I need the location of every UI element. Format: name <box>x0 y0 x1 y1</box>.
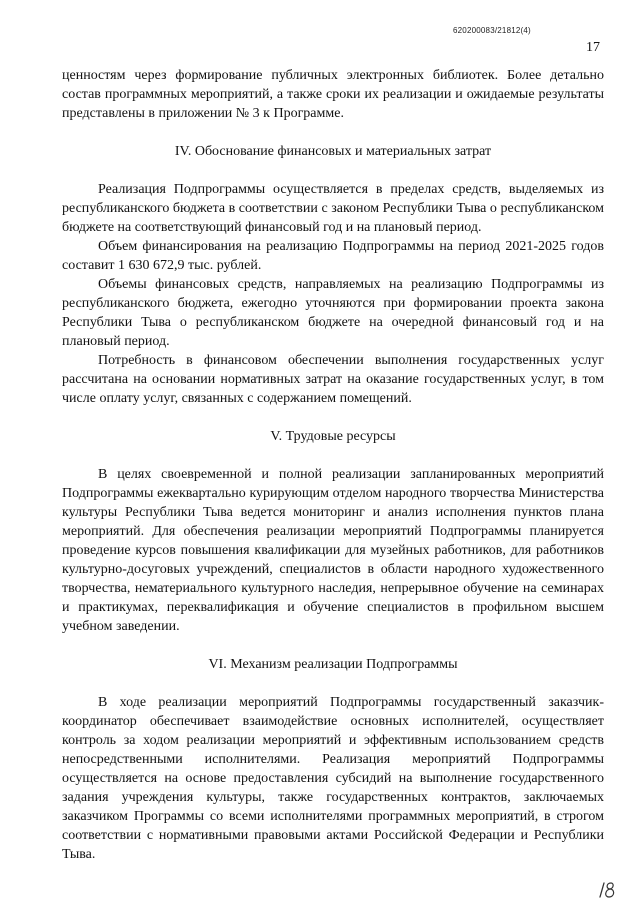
handwritten-page-mark <box>597 880 619 900</box>
section-4-paragraph: Объем финансирования на реализацию Подпрограммы на период 2021-2025 годов составит 1 630 672,9 тыс. рублей. <box>62 239 604 273</box>
section-4-paragraph: Реализация Подпрограммы осуществляется в пределах средств, выделяемых из республиканского бюджета в соответствии с законом Республики Тыва о республиканском бюджете на соответствующий финансовый год и на плановый период. <box>62 182 604 235</box>
intro-paragraph: ценностям через формирование публичных электронных библиотек. Более детально состав программных мероприятий, а также сроки их реализации и ожидаемые результаты представлены в приложении № 3 к Программе. <box>62 68 604 121</box>
page-number: 17 <box>586 40 600 55</box>
section-5-paragraph: В целях своевременной и полной реализации запланированных мероприятий Подпрограммы ежеквартально курирующим отделом народного творчества Министерства культуры Республики Тыва ведется мониторинг и анализ исполнения пунктов плана мероприятий. Для обеспечения реализации мероприятий Подпрограммы планируется проведение курсов повышения квалификации для музейных работников, для работников культурно-досуговых учреждений, специалистов в области народного художественного творчества, нематериального культурного наследия, непрерывное обучение на семинарах и практикумах, переквалификация и обучение специалистов в профильном высшем учебном заведении. <box>62 467 604 634</box>
section-6-heading: VI. Механизм реализации Подпрограммы <box>208 657 458 672</box>
document-code: 620200083/21812(4) <box>453 26 531 35</box>
section-5-heading: V. Трудовые ресурсы <box>270 429 396 444</box>
section-4-heading: IV. Обоснование финансовых и материальных затрат <box>174 144 492 159</box>
section-4-paragraph: Объемы финансовых средств, направляемых на реализацию Подпрограммы из республиканского бюджета, ежегодно уточняются при формировании проекта закона Республики Тыва о республиканском бюджете на очередной финансовый год и на плановый период. <box>62 277 604 349</box>
section-4-paragraph: Потребность в финансовом обеспечении выполнения государственных услуг рассчитана на основании нормативных затрат на оказание государственных услуг, в том числе оплату услуг, связанных с содержанием помещений. <box>62 353 604 406</box>
section-6-paragraph: В ходе реализации мероприятий Подпрограммы государственный заказчик-координатор обеспечивает взаимодействие основных исполнителей, осуществляет контроль за ходом реализации мероприятий и эффективным использованием средств непосредственными исполнителями. Реализация мероприятий Подпрограммы осуществляется на основе предоставления субсидий на выполнение государственного задания учреждения культуры, также государственных контрактов, заключаемых заказчиком Программы со всеми исполнителями программных мероприятий, в строгом соответствии с нормативными правовыми актами Российской Федерации и Республики Тыва. <box>62 695 604 862</box>
document-body <box>62 66 604 864</box>
